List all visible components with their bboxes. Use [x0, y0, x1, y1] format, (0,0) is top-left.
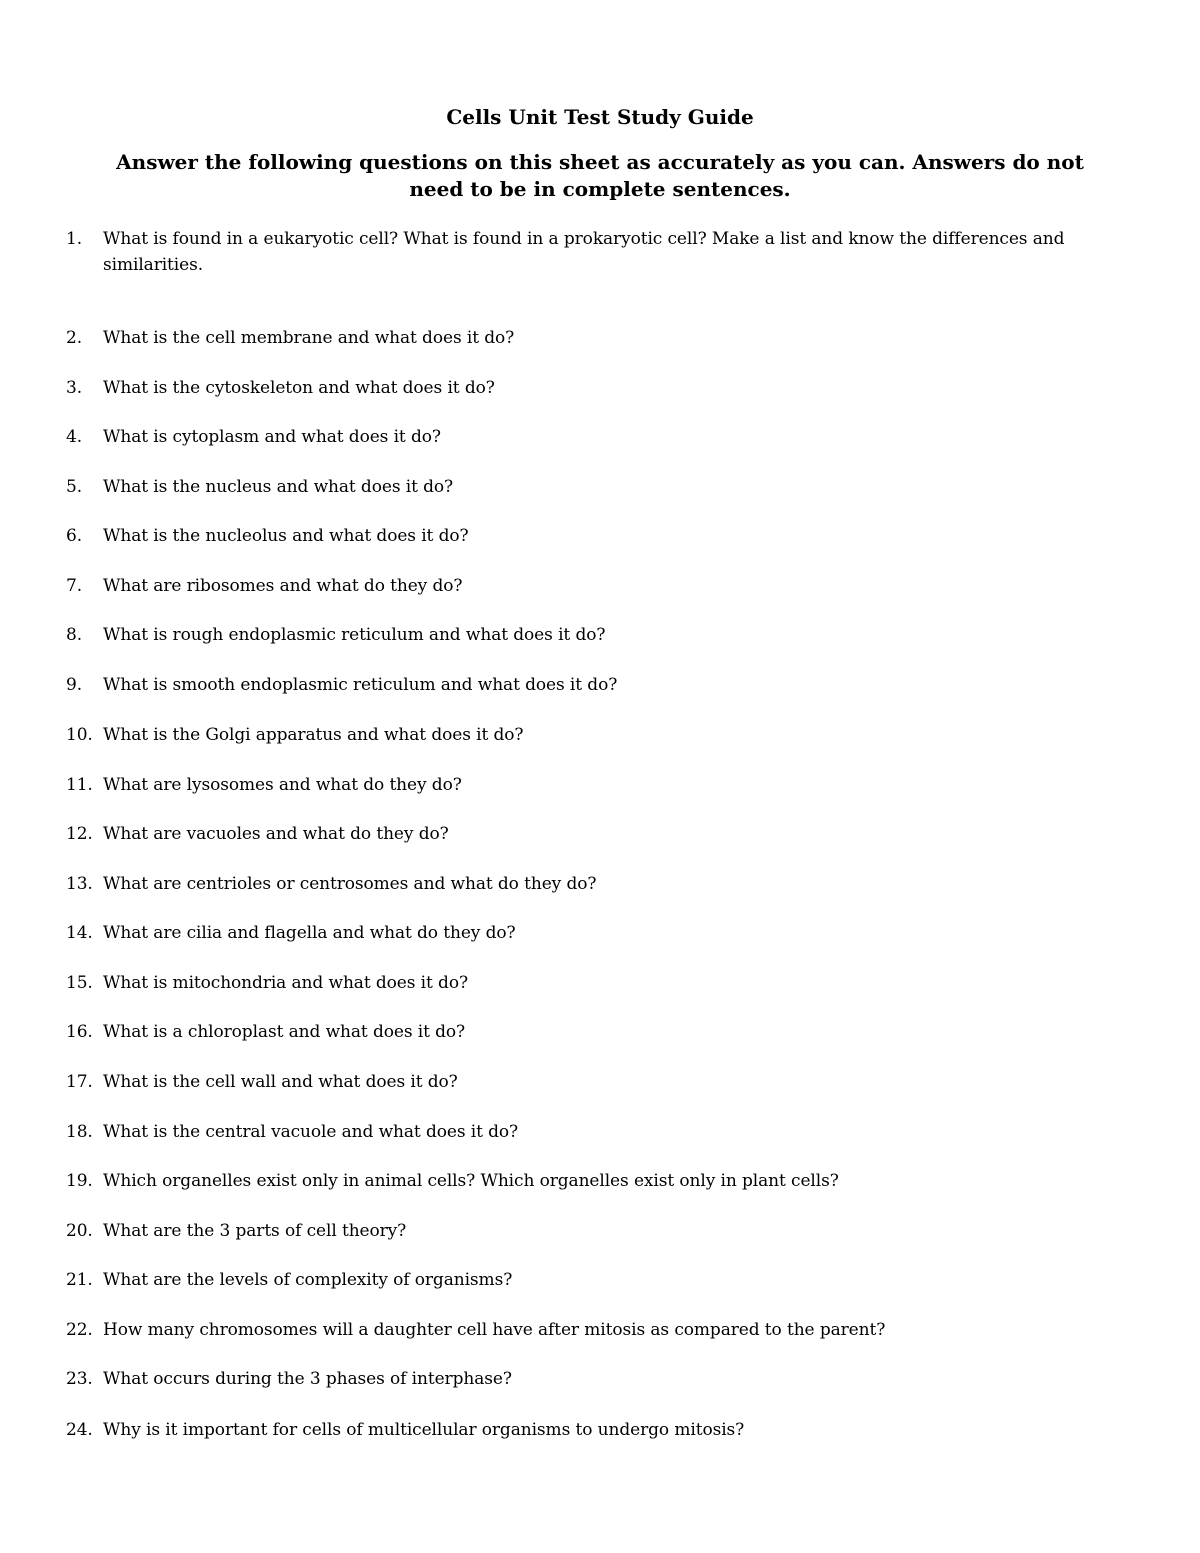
question-text: What is a chloroplast and what does it do?: [103, 1022, 466, 1042]
question-text: What are ribosomes and what do they do?: [103, 576, 463, 596]
question-number: 23.: [66, 1369, 93, 1389]
question-item: [66, 325, 1116, 351]
question-item: [66, 821, 1116, 847]
question-item: [66, 1119, 1116, 1145]
page-title: Cells Unit Test Study Guide: [446, 105, 754, 129]
question-text: What are centrioles or centrosomes and what do they do?: [103, 874, 597, 894]
question-number: 11.: [66, 775, 93, 795]
question-item: [66, 424, 1116, 450]
question-number: 1.: [66, 229, 83, 249]
question-item: [66, 622, 1116, 648]
question-item: [66, 474, 1116, 500]
question-text: What is the nucleus and what does it do?: [103, 477, 454, 497]
question-text: What is found in a eukaryotic cell? What is found in a prokaryotic cell? Make a list and know the differences and similarities.: [103, 229, 1065, 275]
question-text: What are vacuoles and what do they do?: [103, 824, 449, 844]
question-item: [66, 523, 1116, 549]
question-item: [66, 375, 1116, 401]
instructions: Answer the following questions on this sheet as accurately as you can. Answers do not need to be in complete sentences.: [116, 150, 1084, 201]
question-text: What are cilia and flagella and what do they do?: [103, 923, 516, 943]
question-number: 6.: [66, 526, 83, 546]
question-item: [66, 1218, 1116, 1244]
question-number: 12.: [66, 824, 93, 844]
question-item: [66, 1366, 1116, 1392]
question-number: 20.: [66, 1221, 93, 1241]
question-number: 13.: [66, 874, 93, 894]
question-item: [66, 573, 1116, 599]
question-text: What are lysosomes and what do they do?: [103, 775, 462, 795]
question-number: 14.: [66, 923, 93, 943]
question-number: 2.: [66, 328, 83, 348]
question-number: 24.: [66, 1420, 93, 1440]
question-text: What is mitochondria and what does it do?: [103, 973, 468, 993]
question-text: What are the levels of complexity of organisms?: [103, 1270, 513, 1290]
question-number: 8.: [66, 625, 83, 645]
question-number: 22.: [66, 1320, 93, 1340]
question-number: 21.: [66, 1270, 93, 1290]
question-number: 19.: [66, 1171, 93, 1191]
question-item: [66, 1019, 1116, 1045]
question-number: 15.: [66, 973, 93, 993]
question-text: Which organelles exist only in animal cells? Which organelles exist only in plant cells?: [103, 1171, 839, 1191]
question-number: 10.: [66, 725, 93, 745]
question-item: [66, 722, 1116, 748]
question-text: What is the central vacuole and what does it do?: [103, 1122, 519, 1142]
question-item: [66, 226, 1116, 278]
question-item: [66, 1069, 1116, 1095]
question-item: [66, 1168, 1116, 1194]
question-number: 18.: [66, 1122, 93, 1142]
question-text: What occurs during the 3 phases of interphase?: [103, 1369, 512, 1389]
question-item: [66, 920, 1116, 946]
question-text: What is the cytoskeleton and what does it do?: [103, 378, 495, 398]
question-number: 9.: [66, 675, 83, 695]
question-text: How many chromosomes will a daughter cell have after mitosis as compared to the parent?: [103, 1320, 886, 1340]
question-number: 16.: [66, 1022, 93, 1042]
question-text: Why is it important for cells of multicellular organisms to undergo mitosis?: [103, 1420, 745, 1440]
question-text: What is smooth endoplasmic reticulum and what does it do?: [103, 675, 618, 695]
question-text: What are the 3 parts of cell theory?: [103, 1221, 407, 1241]
question-text: What is the nucleolus and what does it do?: [103, 526, 469, 546]
question-item: [66, 871, 1116, 897]
question-item: [66, 772, 1116, 798]
question-text: What is rough endoplasmic reticulum and what does it do?: [103, 625, 606, 645]
question-number: 4.: [66, 427, 83, 447]
question-item: [66, 672, 1116, 698]
question-number: 3.: [66, 378, 83, 398]
question-item: [66, 970, 1116, 996]
question-text: What is the Golgi apparatus and what does it do?: [103, 725, 524, 745]
question-item: [66, 1417, 1116, 1443]
question-item: [66, 1267, 1116, 1293]
question-text: What is cytoplasm and what does it do?: [103, 427, 441, 447]
question-text: What is the cell membrane and what does it do?: [103, 328, 515, 348]
question-number: 17.: [66, 1072, 93, 1092]
question-number: 7.: [66, 576, 83, 596]
question-number: 5.: [66, 477, 83, 497]
question-text: What is the cell wall and what does it do?: [103, 1072, 458, 1092]
question-item: [66, 1317, 1116, 1343]
